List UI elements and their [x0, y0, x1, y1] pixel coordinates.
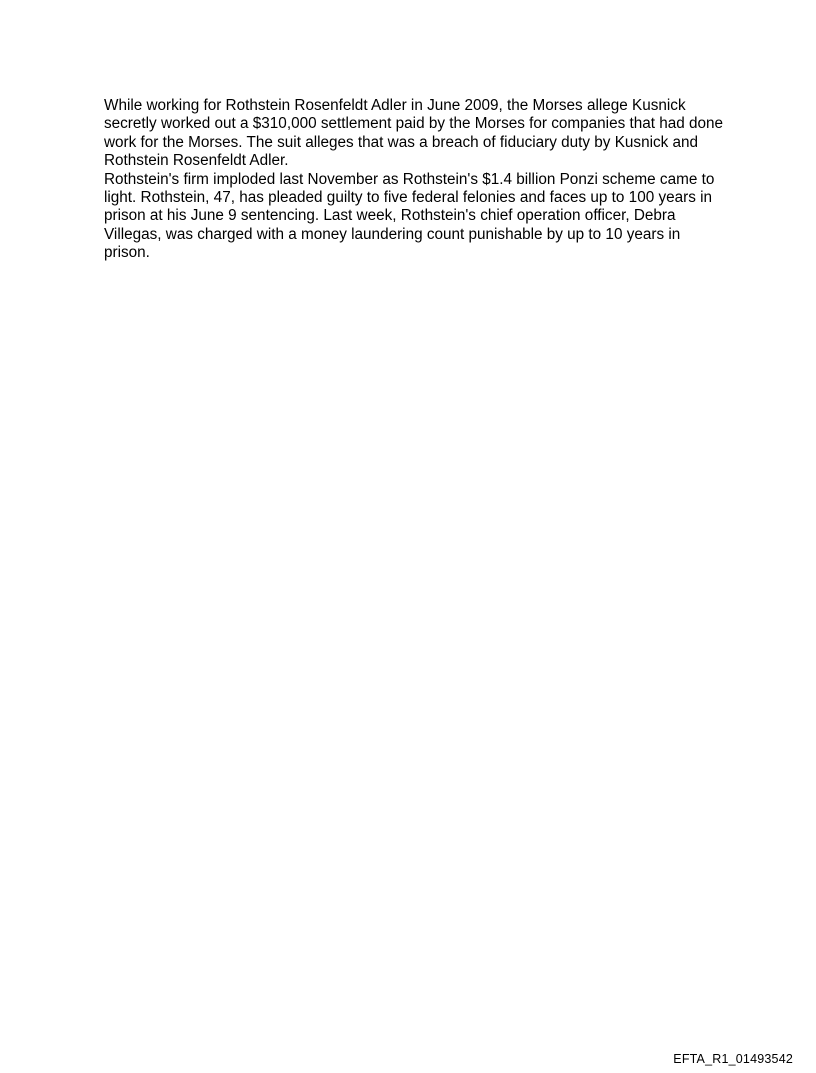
paragraph-settlement: While working for Rothstein Rosenfeldt Adler in June 2009, the Morses allege Kusnick secretly worked out a $310,000 settlement paid by the Morses for companies that had done work for the Morses. The suit alleges that was a breach of fiduciary duty by Kusnick and Rothstein Rosenfeldt Adler. [104, 97, 724, 170]
document-id-footer: EFTA_R1_01493542 [673, 1052, 793, 1066]
article-body [104, 97, 729, 263]
paragraph-ponzi-scheme: Rothstein's firm imploded last November as Rothstein's $1.4 billion Ponzi scheme came to light. Rothstein, 47, has pleaded guilty to five federal felonies and faces up to 100 years in prison at his June 9 sentencing. Last week, Rothstein's chief operation officer, Debra Villegas, was charged with a money laundering count punishable by up to 10 years in prison. [104, 170, 715, 262]
